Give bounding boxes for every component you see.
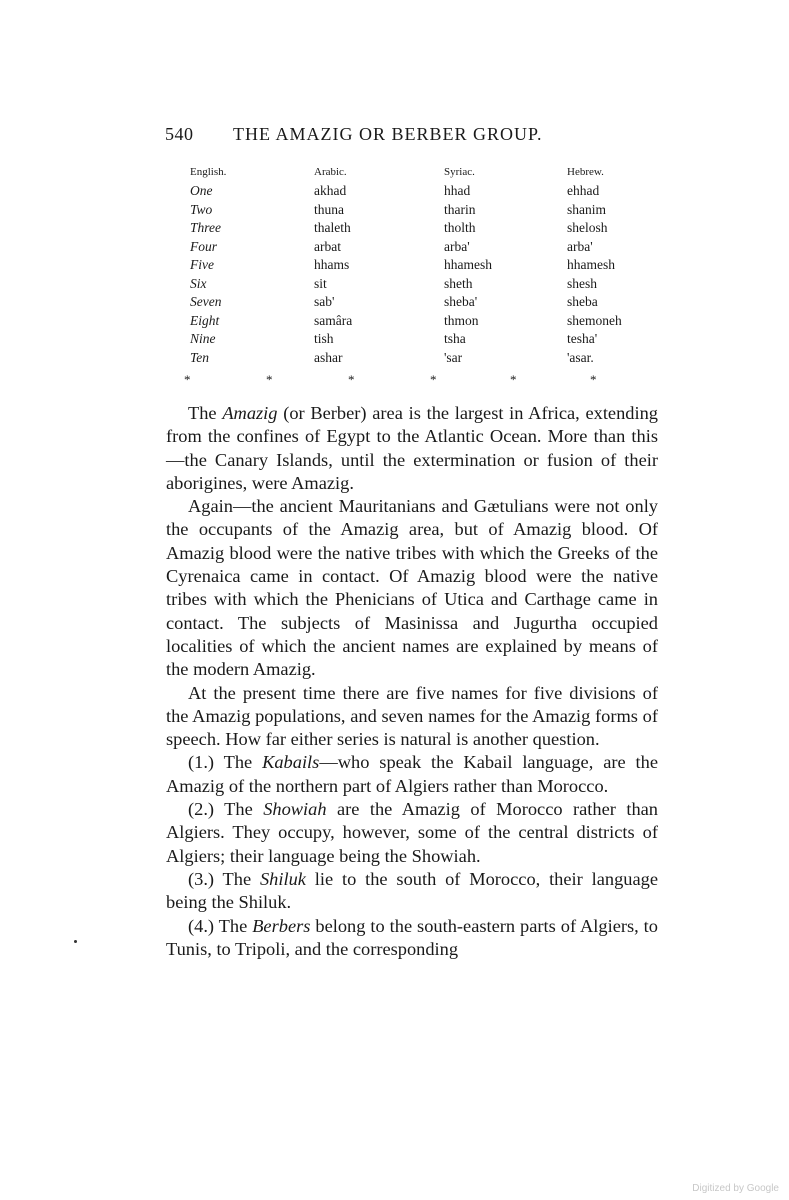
numerals-table — [190, 166, 657, 367]
cell-hebrew: shelosh — [567, 220, 608, 235]
table-row — [190, 219, 657, 238]
cell-arabic: sit — [314, 275, 327, 291]
ink-speck — [74, 940, 77, 943]
table-row — [190, 312, 657, 331]
cell-english: Two — [190, 201, 213, 217]
italic-term: Amazig — [222, 403, 278, 423]
cell-english: Eight — [190, 312, 220, 328]
cell-hebrew: tesha' — [567, 331, 598, 346]
cell-arabic: hhams — [314, 257, 350, 272]
separator-star: * — [266, 372, 273, 387]
cell-hebrew: shemoneh — [567, 312, 622, 328]
column-header-arabic: Arabic. — [314, 166, 347, 178]
table-row — [190, 275, 657, 294]
cell-english: Six — [190, 275, 207, 291]
cell-syriac: hhad — [444, 183, 471, 198]
section-separator — [180, 372, 640, 388]
table-row — [190, 201, 657, 220]
cell-hebrew: 'asar. — [567, 349, 594, 365]
cell-english: Four — [190, 238, 217, 254]
cell-arabic: akhad — [314, 183, 347, 198]
cell-hebrew: ehhad — [567, 183, 600, 198]
paragraph: (1.) The Kabails—who speak the Kabail language, are the Amazig of the northern part of Algiers rather than Morocco. — [166, 752, 659, 796]
italic-term: Berbers — [252, 915, 311, 936]
cell-hebrew: arba' — [567, 238, 593, 254]
page-header — [165, 124, 665, 145]
cell-syriac: hhamesh — [444, 257, 492, 272]
cell-syriac: 'sar — [444, 349, 463, 365]
column-header-english: English. — [190, 166, 227, 178]
cell-arabic: arbat — [314, 238, 341, 254]
cell-hebrew: hhamesh — [567, 257, 615, 272]
cell-english: Seven — [190, 294, 222, 309]
paragraph: (4.) The Berbers belong to the south-eastern parts of Algiers, to Tunis, to Tripoli, and the corresponding — [166, 915, 658, 959]
cell-hebrew: sheba — [567, 294, 598, 309]
separator-star: * — [590, 372, 597, 387]
running-title: THE AMAZIG OR BERBER GROUP. — [233, 124, 543, 144]
cell-english: Five — [190, 257, 214, 272]
cell-arabic: tish — [314, 331, 334, 346]
table-row — [190, 238, 657, 257]
cell-syriac: sheth — [444, 275, 473, 291]
cell-arabic: sab' — [314, 294, 335, 309]
italic-term: Shiluk — [259, 868, 306, 889]
separator-star: * — [348, 372, 355, 387]
separator-star: * — [510, 372, 517, 387]
table-row — [190, 182, 657, 201]
cell-english: Three — [190, 220, 221, 235]
cell-english: Ten — [190, 349, 210, 365]
cell-arabic: ashar — [314, 349, 343, 365]
separator-star: * — [430, 372, 437, 387]
watermark: Digitized by Google — [692, 1183, 779, 1194]
cell-syriac: tholth — [444, 220, 476, 235]
table-row — [190, 330, 657, 349]
table-row — [190, 256, 657, 275]
cell-syriac: tharin — [444, 201, 476, 217]
cell-syriac: thmon — [444, 312, 479, 328]
cell-arabic: samâra — [314, 312, 353, 328]
cell-arabic: thuna — [314, 201, 344, 217]
italic-term: Kabails — [262, 752, 320, 773]
cell-syriac: arba' — [444, 238, 470, 254]
paragraph: The Amazig (or Berber) area is the largest in Africa, extending from the confines of Egypt to the Atlantic Ocean. More than this—the Canary Islands, until the extermination or fusion of their aborigines, were Amazig. — [166, 403, 658, 493]
cell-syriac: tsha — [444, 331, 466, 346]
cell-english: Nine — [190, 331, 216, 346]
paragraph: Again—the ancient Mauritanians and Gætulians were not only the occupants of the Amazig area, but of Amazig blood. Of Amazig blood were the native tribes with which the Greeks of the Cyrenaica came in contact. Of Amazig blood were the native tribes with which the Phenicians of Utica and Carthage came in contact. The subjects of Masinissa and Jugurtha occupied localities of which the ancient names are explained by means of the modern Amazig. — [166, 496, 658, 680]
column-header-hebrew: Hebrew. — [567, 166, 604, 178]
cell-hebrew: shesh — [567, 275, 597, 291]
italic-term: Showiah — [263, 799, 327, 820]
table-row — [190, 349, 657, 368]
cell-english: One — [190, 183, 213, 198]
paragraph: (2.) The Showiah are the Amazig of Morocco rather than Algiers. They occupy, however, some of the central districts of Algiers; their language being the Showiah. — [166, 799, 658, 866]
cell-arabic: thaleth — [314, 220, 351, 235]
table-row — [190, 293, 657, 312]
paragraph: (3.) The Shiluk lie to the south of Morocco, their language being the Shiluk. — [166, 868, 658, 913]
cell-hebrew: shanim — [567, 201, 606, 217]
column-header-syriac: Syriac. — [444, 166, 475, 178]
separator-star: * — [184, 372, 191, 387]
body-text — [166, 402, 658, 961]
paragraph: At the present time there are five names for five divisions of the Amazig populations, and seven names for the Amazig forms of speech. How far either series is natural is another question. — [166, 682, 658, 750]
page-number: 540 — [165, 124, 194, 144]
table-header-row — [190, 166, 657, 182]
cell-syriac: sheba' — [444, 294, 478, 309]
